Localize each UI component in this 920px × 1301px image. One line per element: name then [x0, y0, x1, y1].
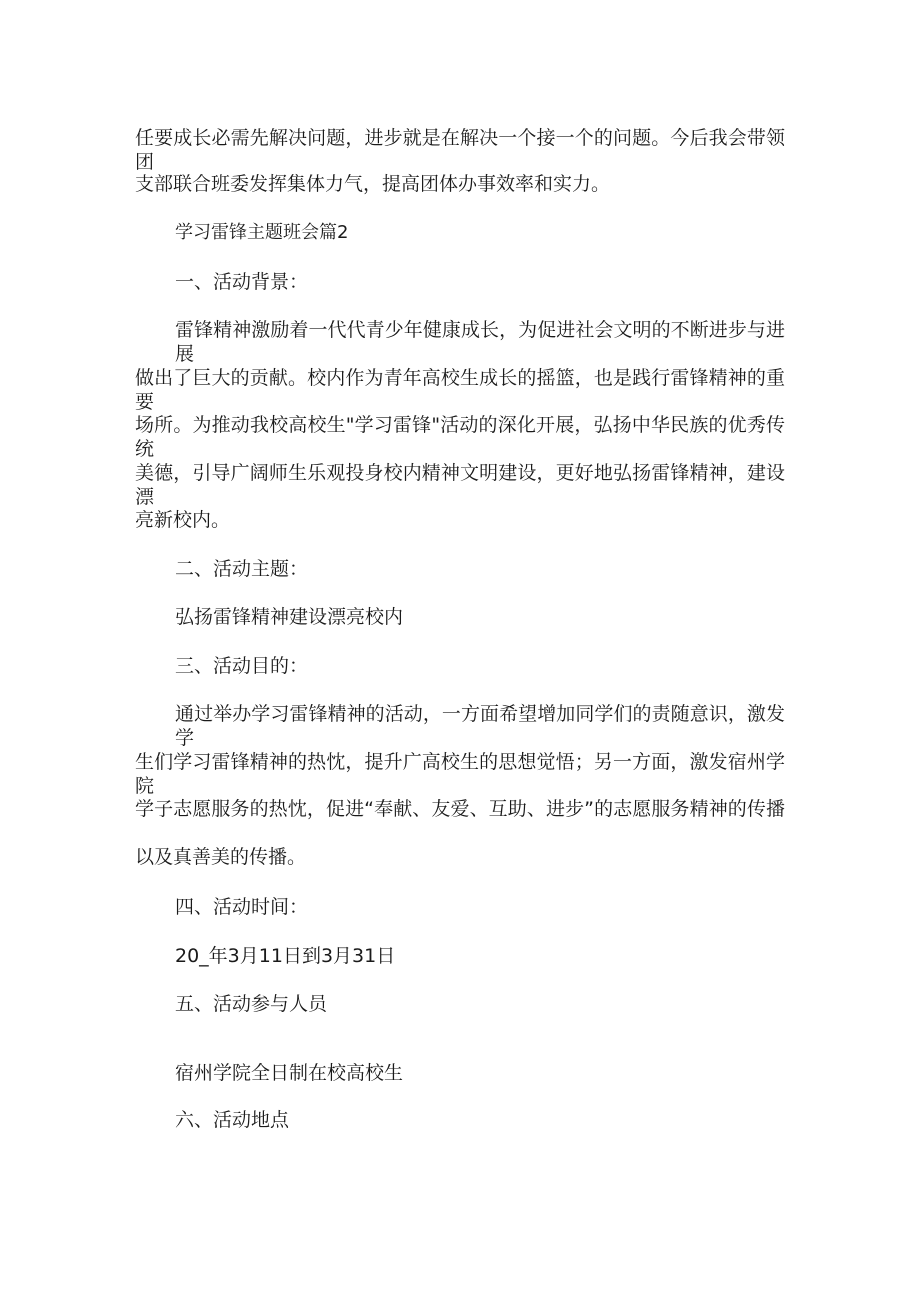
paragraph-line: 生们学习雷锋精神的热忱，提升广高校生的思想觉悟；另一方面，激发宿州学院: [135, 751, 785, 797]
paragraph-line: 亮新校内。: [135, 509, 231, 531]
paragraph-line: 20_年3月11日到3月31日: [175, 945, 396, 967]
section-title: 学习雷锋主题班会篇2: [175, 222, 349, 243]
paragraph-line: 通过举办学习雷锋精神的活动，一方面希望增加同学们的责随意识，激发学: [175, 703, 785, 749]
paragraph-line: 以及真善美的传播。: [135, 846, 307, 868]
section-heading: 六、活动地点: [175, 1109, 290, 1131]
section-heading: 五、活动参与人员: [175, 993, 328, 1015]
paragraph-line: 做出了巨大的贡献。校内作为青年高校生成长的摇篮，也是践行雷锋精神的重要: [135, 367, 785, 413]
section-heading: 二、活动主题：: [175, 558, 309, 580]
section-heading: 三、活动目的：: [175, 655, 309, 677]
paragraph-line: 美德，引导广阔师生乐观投身校内精神文明建设，更好地弘扬雷锋精神，建设漂: [135, 462, 785, 508]
paragraph-line: 弘扬雷锋精神建设漂亮校内: [175, 606, 404, 628]
paragraph-line: 场所。为推动我校高校生"学习雷锋"活动的深化开展，弘扬中华民族的优秀传统: [135, 414, 785, 460]
paragraph-line: 学子志愿服务的热忱，促进“奉献、友爱、互助、进步”的志愿服务精神的传播: [135, 798, 785, 820]
paragraph-line: 任要成长必需先解决问题，进步就是在解决一个接一个的问题。今后我会带领团: [135, 127, 785, 173]
section-heading: 四、活动时间：: [175, 896, 309, 918]
section-heading: 一、活动背景：: [175, 271, 309, 293]
paragraph-line: 支部联合班委发挥集体力气，提高团体办事效率和实力。: [135, 173, 611, 195]
paragraph-line: 雷锋精神激励着一代代青少年健康成长，为促进社会文明的不断进步与进展: [175, 319, 785, 365]
paragraph-line: 宿州学院全日制在校高校生: [175, 1062, 404, 1084]
